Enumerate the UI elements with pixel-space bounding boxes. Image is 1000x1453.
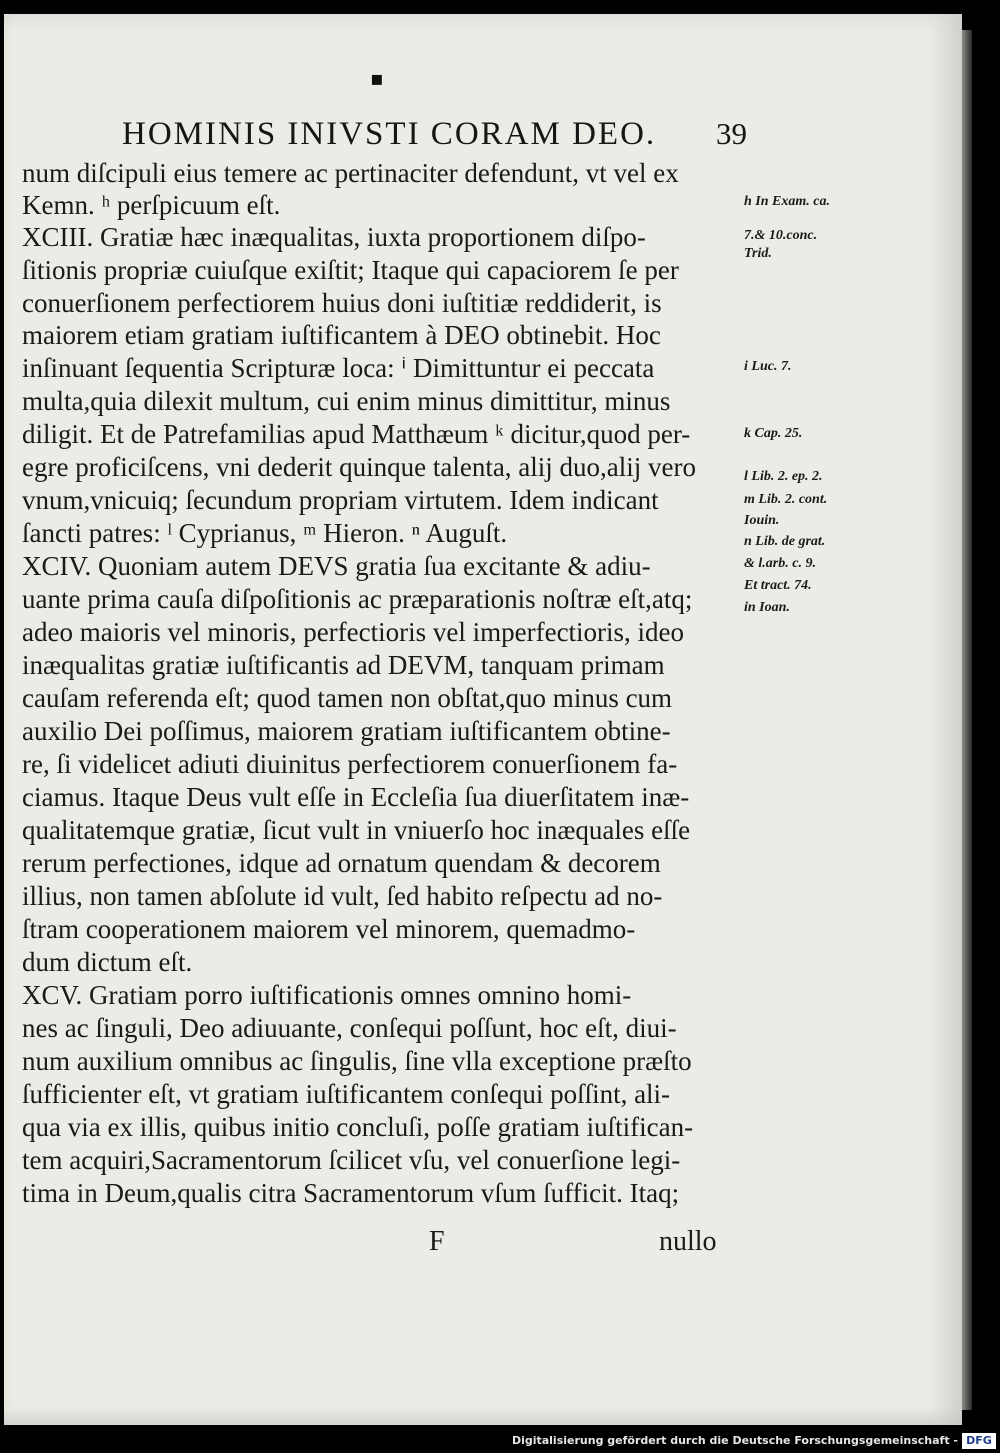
marginal-note: 7.& 10.conc. <box>744 228 818 243</box>
marginal-note: Trid. <box>744 246 772 261</box>
body-line: diligit. Et de Patrefamilias apud Matthæum ᵏ dicitur,quod per- <box>22 419 691 449</box>
dfg-logo: DFG <box>962 1433 996 1449</box>
body-line: ſufficienter eſt, vt gratiam iuſtificantem conſequi poſſint, ali- <box>22 1079 671 1109</box>
body-line: uante prima cauſa diſpoſitionis ac præparationis noſtræ eſt,atq; <box>22 584 693 614</box>
body-line: egre proficiſcens, vni dederit quinque talenta, alij duo,alij vero <box>22 452 697 482</box>
signature-mark: F <box>429 1226 445 1257</box>
marginal-note: h In Exam. ca. <box>744 194 830 209</box>
marginal-note: Et tract. 74. <box>744 578 812 593</box>
body-line: conuerſionem perfectiorem huius doni iuſtitiæ reddiderit, is <box>22 288 662 318</box>
body-line: Kemn. ʰ perſpicuum eſt. <box>22 190 281 220</box>
body-line: ſancti patres: ˡ Cyprianus, ᵐ Hieron. ⁿ Auguſt. <box>22 518 508 548</box>
marginal-note: m Lib. 2. cont. <box>744 492 828 507</box>
body-line: num auxilium omnibus ac ſingulis, ſine vlla exceptione præſto <box>22 1046 692 1076</box>
running-head: HOMINIS INIVSTI CORAM DEO. <box>122 116 657 152</box>
body-line: re, ſi videlicet adiuti diuinitus perfectiorem conuerſionem fa- <box>22 749 678 779</box>
body-line: tem acquiri,Sacramentorum ſcilicet vſu, vel conuerſione legi- <box>22 1145 681 1175</box>
body-line: ſtram cooperationem maiorem vel minorem, quemadmo- <box>22 914 636 944</box>
body-line: vnum,vnicuiq; ſecundum propriam virtutem. Idem indicant <box>22 485 659 515</box>
body-line: multa,quia dilexit multum, cui enim minus dimittitur, minus <box>22 386 671 416</box>
body-line: rerum perfectiones, idque ad ornatum quendam & decorem <box>22 848 661 878</box>
marginal-note: n Lib. de grat. <box>744 534 826 549</box>
body-line: maiorem etiam gratiam iuſtificantem à DEO obtinebit. Hoc <box>22 320 661 350</box>
body-line: tima in Deum,qualis citra Sacramentorum vſum ſufficit. Itaq; <box>22 1178 680 1208</box>
body-line: adeo maioris vel minoris, perfectioris vel imperfectioris, ideo <box>22 617 685 647</box>
body-line: inæqualitas gratiæ iuſtificantis ad DEVM, tanquam primam <box>22 650 665 680</box>
marginal-note: Iouin. <box>744 513 780 528</box>
marginal-note: & l.arb. c. 9. <box>744 556 816 571</box>
marginal-note: i Luc. 7. <box>744 359 792 374</box>
body-line: qualitatemque gratiæ, ſicut vult in vniuerſo hoc inæquales eſſe <box>22 815 691 845</box>
section-number-line: XCV. Gratiam porro iuſtificationis omnes omnino homi- <box>22 980 632 1010</box>
body-line: cauſam referenda eſt; quod tamen non obſtat,quo minus cum <box>22 683 673 713</box>
body-line: illius, non tamen abſolute id vult, ſed habito reſpectu ad no- <box>22 881 663 911</box>
marginal-note: in Ioan. <box>744 600 790 615</box>
marginal-note: k Cap. 25. <box>744 426 803 441</box>
book-page <box>4 14 962 1425</box>
body-line: ciamus. Itaque Deus vult eſſe in Eccleſia ſua diuerſitatem inæ- <box>22 782 690 812</box>
marginal-note: l Lib. 2. ep. 2. <box>744 469 823 484</box>
body-line: inſinuant ſequentia Scripturæ loca: ⁱ Dimittuntur ei peccata <box>22 353 655 383</box>
body-line: qua via ex illis, quibus initio concluſi, poſſe gratiam iuſtifican- <box>22 1112 694 1142</box>
body-line: auxilio Dei poſſimus, maiorem gratiam iuſtificantem obtine- <box>22 716 671 746</box>
digitization-note: Digitalisierung gefördert durch die Deutsche Forschungsgemeinschaft - <box>511 1434 958 1447</box>
body-line: ſitionis propriæ cuiuſque exiſtit; Itaque qui capaciorem ſe per <box>22 255 679 285</box>
body-line: nes ac ſinguli, Deo adiuuante, conſequi poſſunt, hoc eſt, diui- <box>22 1013 677 1043</box>
body-line: dum dictum eſt. <box>22 947 193 977</box>
page-number: 39 <box>716 116 747 151</box>
section-number-line: XCIV. Quoniam autem DEVS gratia ſua excitante & adiu- <box>22 551 651 581</box>
catchword: nullo <box>659 1226 717 1257</box>
body-line: num diſcipuli eius temere ac pertinaciter defendunt, vt vel ex <box>22 158 679 188</box>
page-mark: ▪ <box>370 66 384 90</box>
page-edge-shadow <box>962 30 972 1410</box>
section-number-line: XCIII. Gratiæ hæc inæqualitas, iuxta proportionem diſpo- <box>22 222 646 252</box>
